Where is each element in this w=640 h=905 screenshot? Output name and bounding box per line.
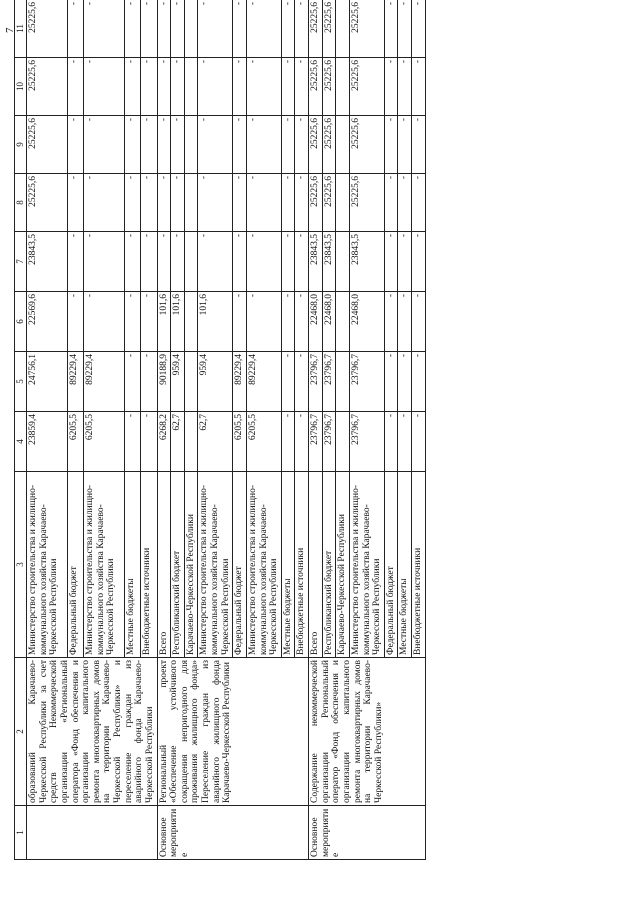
table-row <box>309 0 323 860</box>
funding-value: - <box>233 58 247 116</box>
funding-value: - <box>171 116 185 174</box>
funding-value: 22468,0 <box>309 292 323 352</box>
funding-value: 23859,4 <box>27 412 68 472</box>
funding-source: Федеральный бюджет <box>233 472 247 658</box>
funding-value: - <box>246 116 281 174</box>
funding-value: 25225,6 <box>322 58 336 116</box>
funding-value: - <box>398 0 412 58</box>
funding-value: 25225,6 <box>27 58 68 116</box>
funding-value: - <box>398 58 412 116</box>
activity-type: Основное мероприятие <box>157 806 309 860</box>
funding-value: - <box>281 0 295 58</box>
funding-value: - <box>198 174 233 232</box>
funding-value: - <box>84 58 125 116</box>
activity-name: образований Карачаево-Черкесской Республики за счет средств Некоммерческой организации «Региональный оператора «Фонд обеспечения и организации капитального ремонта многоквартирных домов на территории Карачаево-Черкесской Республики» и переселение граждан из аварийного фонда Карачаево-Черкесской Республики <box>27 658 158 806</box>
funding-value: - <box>384 174 398 232</box>
header-row <box>15 0 27 860</box>
page-number: 7 <box>4 27 16 33</box>
funding-value: - <box>198 58 233 116</box>
funding-table <box>14 0 426 860</box>
funding-value: - <box>412 58 426 116</box>
funding-value: - <box>141 352 157 412</box>
funding-value: - <box>233 174 247 232</box>
funding-value: - <box>412 116 426 174</box>
funding-value: - <box>233 232 247 292</box>
funding-value: 25225,6 <box>309 0 323 58</box>
funding-value: - <box>125 0 141 58</box>
funding-value: 89229,4 <box>68 352 84 412</box>
funding-value: - <box>295 174 309 232</box>
funding-value: 25225,6 <box>322 0 336 58</box>
funding-value <box>336 58 350 116</box>
funding-value: - <box>412 232 426 292</box>
funding-value <box>184 0 198 58</box>
funding-value: - <box>295 412 309 472</box>
funding-value: 23843,5 <box>349 232 384 292</box>
funding-value: - <box>171 58 185 116</box>
funding-value: 23796,7 <box>309 412 323 472</box>
funding-value: 25225,6 <box>349 58 384 116</box>
funding-value: - <box>141 116 157 174</box>
funding-value: 6268,2 <box>157 412 171 472</box>
funding-value: - <box>398 352 412 412</box>
funding-source: Внебюджетные источники <box>141 472 157 658</box>
funding-value <box>336 116 350 174</box>
funding-value: - <box>141 232 157 292</box>
funding-value: - <box>157 58 171 116</box>
table-row <box>27 0 68 860</box>
funding-value: - <box>157 232 171 292</box>
funding-value: 23843,5 <box>309 232 323 292</box>
funding-value: 23796,7 <box>322 352 336 412</box>
funding-value: 90188,9 <box>157 352 171 412</box>
funding-source: Министерство строительства и жилищно-коммунального хозяйства Карачаево-Черкесской Республики <box>198 472 233 658</box>
funding-value: - <box>384 116 398 174</box>
funding-value: 25225,6 <box>322 116 336 174</box>
funding-value: - <box>141 58 157 116</box>
funding-value: - <box>171 232 185 292</box>
funding-value: - <box>384 352 398 412</box>
funding-value: - <box>246 0 281 58</box>
funding-source: Всего <box>309 472 323 658</box>
funding-value: 24756,1 <box>27 352 68 412</box>
funding-value: - <box>281 174 295 232</box>
funding-value: - <box>84 174 125 232</box>
funding-value: 25225,6 <box>27 174 68 232</box>
activity-name: Региональный проект «Обеспечение устойчивого сокращения непригодного для проживания жилищного фонда» Переселение граждан из аварийного жилищного фонда Карачаево-Черкесской Республики <box>157 658 309 806</box>
funding-value: 25225,6 <box>322 174 336 232</box>
funding-value: 25225,6 <box>309 58 323 116</box>
funding-value: - <box>125 116 141 174</box>
funding-value: - <box>141 174 157 232</box>
funding-value <box>184 116 198 174</box>
funding-source: Всего <box>157 472 171 658</box>
activity-type: Основное мероприятие <box>309 806 426 860</box>
funding-value: - <box>171 174 185 232</box>
funding-value: - <box>68 58 84 116</box>
column-number: 11 <box>15 0 27 58</box>
funding-source: Федеральный бюджет <box>68 472 84 658</box>
funding-value: - <box>412 352 426 412</box>
funding-value: - <box>141 412 157 472</box>
column-number: 9 <box>15 116 27 174</box>
funding-value: 101,6 <box>171 292 185 352</box>
funding-value: - <box>412 412 426 472</box>
funding-value <box>184 292 198 352</box>
funding-value: 959,4 <box>198 352 233 412</box>
funding-value: 22569,6 <box>27 292 68 352</box>
funding-source: Республиканский бюджет <box>322 472 336 658</box>
funding-source: Министерство строительства и жилищно-коммунального хозяйства Карачаево-Черкесской Республики <box>84 472 125 658</box>
funding-value: - <box>384 292 398 352</box>
funding-value: - <box>141 292 157 352</box>
funding-value: 25225,6 <box>27 116 68 174</box>
funding-value: 25225,6 <box>309 174 323 232</box>
funding-value: 62,7 <box>171 412 185 472</box>
funding-value: 23796,7 <box>349 412 384 472</box>
funding-value: - <box>295 292 309 352</box>
funding-value: 22468,0 <box>349 292 384 352</box>
activity-type <box>27 806 158 860</box>
funding-source: Карачаево-Черкесской Республики <box>184 472 198 658</box>
funding-value: - <box>84 292 125 352</box>
funding-value: - <box>384 58 398 116</box>
funding-value: 101,6 <box>157 292 171 352</box>
funding-value: 23843,5 <box>27 232 68 292</box>
funding-value: - <box>295 0 309 58</box>
funding-value: - <box>398 292 412 352</box>
funding-value: 959,4 <box>171 352 185 412</box>
column-number: 6 <box>15 292 27 352</box>
funding-value <box>184 58 198 116</box>
funding-value: - <box>384 0 398 58</box>
funding-value: 89229,4 <box>84 352 125 412</box>
funding-value: - <box>125 412 141 472</box>
funding-value: 101,6 <box>198 292 233 352</box>
funding-value: - <box>157 116 171 174</box>
funding-source: Министерство строительства и жилищно-коммунального хозяйства Карачаево-Черкесской Республики <box>246 472 281 658</box>
funding-value <box>336 352 350 412</box>
funding-value: 25225,6 <box>349 174 384 232</box>
funding-value <box>184 232 198 292</box>
funding-value: - <box>384 412 398 472</box>
table-body <box>15 0 426 860</box>
column-number: 2 <box>15 658 27 806</box>
funding-value: 25225,6 <box>309 116 323 174</box>
funding-source: Внебюджетные источники <box>412 472 426 658</box>
funding-value: - <box>412 292 426 352</box>
funding-value: 23796,7 <box>309 352 323 412</box>
funding-value: 62,7 <box>198 412 233 472</box>
funding-value: - <box>141 0 157 58</box>
funding-value: 6205,5 <box>68 412 84 472</box>
funding-source: Карачаево-Черкесской Республики <box>336 472 350 658</box>
column-number: 1 <box>15 806 27 860</box>
funding-value: - <box>198 116 233 174</box>
funding-value: - <box>171 0 185 58</box>
funding-value: - <box>295 116 309 174</box>
funding-value: - <box>281 116 295 174</box>
funding-value: 25225,6 <box>27 0 68 58</box>
funding-value: - <box>157 0 171 58</box>
funding-value: - <box>412 0 426 58</box>
activity-name: Содержание некоммерческой организации Региональный оператор «Фонд обеспечения и организации капитального ремонта многоквартирных домов на территории Карачаево-Черкесской Республики» <box>309 658 426 806</box>
funding-value: - <box>157 174 171 232</box>
funding-value: - <box>246 232 281 292</box>
funding-value: - <box>295 232 309 292</box>
funding-value: - <box>398 116 412 174</box>
funding-value <box>184 174 198 232</box>
funding-value: - <box>281 292 295 352</box>
funding-source: Министерство строительства и жилищно-коммунального хозяйства Карачаево-Черкесской Республики <box>349 472 384 658</box>
funding-source: Местные бюджеты <box>398 472 412 658</box>
funding-value: - <box>246 58 281 116</box>
funding-value: 6205,5 <box>246 412 281 472</box>
funding-source: Внебюджетные источники <box>295 472 309 658</box>
funding-value: - <box>233 0 247 58</box>
funding-value: 23796,7 <box>322 412 336 472</box>
funding-value: - <box>233 116 247 174</box>
funding-value <box>336 174 350 232</box>
funding-value: 89229,4 <box>246 352 281 412</box>
funding-value: - <box>125 292 141 352</box>
funding-value: - <box>281 352 295 412</box>
funding-value: 25225,6 <box>349 0 384 58</box>
funding-source: Федеральный бюджет <box>384 472 398 658</box>
funding-value: - <box>398 174 412 232</box>
funding-value: - <box>68 0 84 58</box>
column-number: 8 <box>15 174 27 232</box>
funding-value: 23796,7 <box>349 352 384 412</box>
funding-value: - <box>398 232 412 292</box>
funding-value: 89229,4 <box>233 352 247 412</box>
funding-value: - <box>125 352 141 412</box>
funding-value: - <box>281 232 295 292</box>
funding-value: - <box>125 232 141 292</box>
table-row <box>157 0 171 860</box>
funding-source: Министерство строительства и жилищно-коммунального хозяйства Карачаево-Черкесской Республики <box>27 472 68 658</box>
funding-value: 6205,5 <box>84 412 125 472</box>
column-number: 4 <box>15 412 27 472</box>
funding-value: - <box>281 412 295 472</box>
funding-value <box>336 292 350 352</box>
funding-value: 23843,5 <box>322 232 336 292</box>
funding-value: 22468,0 <box>322 292 336 352</box>
funding-source: Местные бюджеты <box>125 472 141 658</box>
column-number: 3 <box>15 472 27 658</box>
column-number: 5 <box>15 352 27 412</box>
funding-value: - <box>125 174 141 232</box>
funding-value: - <box>68 174 84 232</box>
funding-value: - <box>246 174 281 232</box>
funding-value: - <box>246 292 281 352</box>
funding-value <box>184 412 198 472</box>
funding-value: - <box>295 352 309 412</box>
funding-value: - <box>198 0 233 58</box>
funding-value <box>336 412 350 472</box>
funding-value: 25225,6 <box>349 116 384 174</box>
funding-value: - <box>398 412 412 472</box>
funding-value: - <box>84 0 125 58</box>
funding-value: - <box>198 232 233 292</box>
funding-value: - <box>233 292 247 352</box>
funding-value: - <box>84 116 125 174</box>
funding-value: - <box>84 232 125 292</box>
funding-value: - <box>68 292 84 352</box>
funding-value: - <box>295 58 309 116</box>
funding-value: - <box>384 232 398 292</box>
funding-value: - <box>68 232 84 292</box>
funding-value: - <box>68 116 84 174</box>
column-number: 7 <box>15 232 27 292</box>
funding-value <box>336 232 350 292</box>
funding-value: - <box>125 58 141 116</box>
funding-value: 6205,5 <box>233 412 247 472</box>
funding-source: Республиканский бюджет <box>171 472 185 658</box>
funding-value <box>336 0 350 58</box>
funding-source: Местные бюджеты <box>281 472 295 658</box>
funding-value: - <box>281 58 295 116</box>
column-number: 10 <box>15 58 27 116</box>
funding-value <box>184 352 198 412</box>
funding-value: - <box>412 174 426 232</box>
